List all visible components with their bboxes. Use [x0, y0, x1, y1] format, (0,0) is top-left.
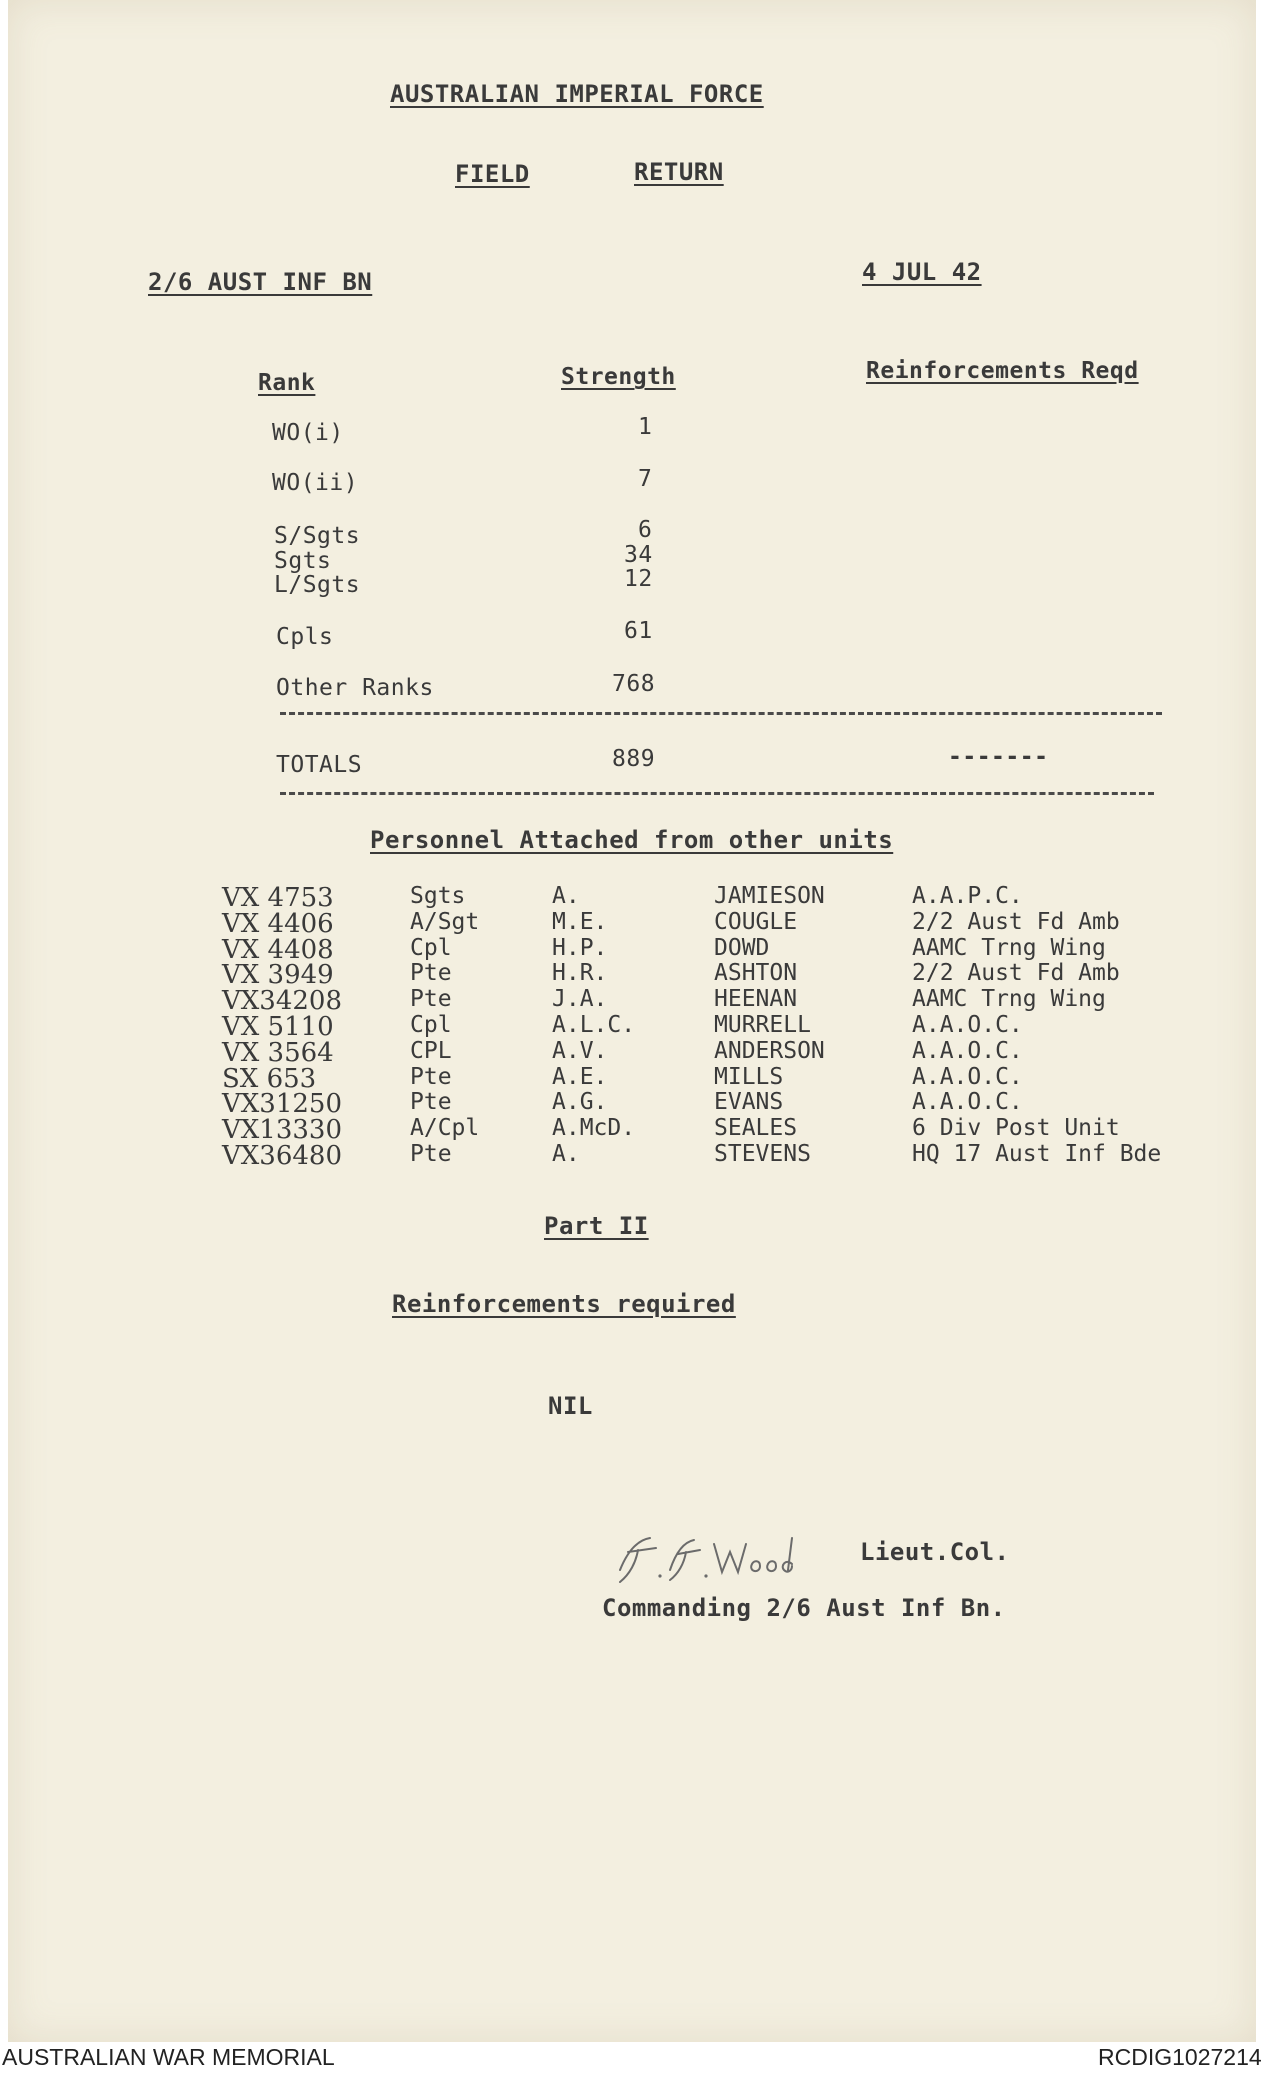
service-number: VX 5110 [222, 1011, 334, 1042]
document-title: AUSTRALIAN IMPERIAL FORCE [390, 80, 764, 108]
strength-cell: 1 [638, 414, 653, 440]
personnel-rank: Cpl [410, 1011, 452, 1038]
personnel-unit: HQ 17 Aust Inf Bde [912, 1140, 1162, 1167]
personnel-unit: AAMC Trng Wing [912, 934, 1106, 961]
strength-cell: 12 [624, 566, 653, 592]
list-item [222, 1089, 1222, 1120]
personnel-surname: JAMIESON [714, 883, 825, 909]
rank-cell: L/Sgts [274, 572, 361, 598]
service-number: VX13330 [222, 1115, 342, 1146]
service-number: VX 4406 [222, 908, 334, 939]
personnel-rank: Pte [410, 960, 452, 987]
personnel-initials: A. [552, 1140, 580, 1167]
list-item [222, 934, 1222, 965]
personnel-unit: A.A.O.C. [912, 1063, 1023, 1090]
list-item [222, 1011, 1222, 1042]
personnel-surname: MILLS [714, 1063, 784, 1090]
list-item [222, 908, 1222, 939]
rank-cell: S/Sgts [274, 523, 361, 549]
totals-label: TOTALS [276, 752, 363, 778]
service-number: VX 4753 [222, 883, 334, 913]
strength-cell: 6 [638, 517, 653, 543]
list-item [222, 883, 1222, 913]
personnel-initials: J.A. [552, 986, 608, 1013]
personnel-unit: A.A.O.C. [912, 1037, 1023, 1064]
rank-cell: WO(ii) [272, 470, 359, 496]
strength-cell: 7 [638, 466, 653, 492]
personnel-surname: ASHTON [714, 960, 798, 987]
personnel-unit: A.A.O.C. [912, 1089, 1023, 1116]
personnel-unit: 2/2 Aust Fd Amb [912, 908, 1120, 935]
personnel-initials: M.E. [552, 908, 608, 935]
totals-reinforcements: ------- [948, 744, 1049, 770]
list-item [222, 1140, 1222, 1171]
personnel-initials: A.L.C. [552, 1011, 636, 1038]
list-item [222, 1037, 1222, 1068]
totals-strength: 889 [612, 746, 656, 772]
archive-reference: RCDIG1027214 [1098, 2044, 1262, 2070]
personnel-rank: Pte [410, 1140, 452, 1167]
service-number: SX 653 [222, 1063, 317, 1094]
personnel-unit: 6 Div Post Unit [912, 1115, 1120, 1142]
personnel-rank: Pte [410, 1089, 452, 1116]
reinforcements-header: Reinforcements Reqd [866, 358, 1139, 384]
personnel-surname: DOWD [714, 934, 770, 961]
personnel-initials: H.R. [552, 960, 608, 987]
service-number: VX36480 [222, 1140, 342, 1171]
list-item [222, 960, 1222, 991]
rank-cell: Other Ranks [276, 675, 434, 701]
list-item [222, 1063, 1222, 1094]
personnel-rank: CPL [410, 1037, 452, 1064]
personnel-unit: A.A.O.C. [912, 1011, 1023, 1038]
rank-cell: WO(i) [272, 420, 344, 446]
signature-block [608, 1530, 808, 1594]
document-date: 4 JUL 42 [862, 258, 982, 286]
service-number: VX 3564 [222, 1037, 334, 1068]
return-heading: RETURN [634, 158, 724, 186]
list-item [222, 986, 1222, 1017]
personnel-list [222, 883, 1222, 1171]
personnel-unit: 2/2 Aust Fd Amb [912, 960, 1120, 987]
personnel-unit: A.A.P.C. [912, 883, 1023, 909]
rank-header: Rank [258, 370, 316, 396]
table-divider [280, 712, 1162, 715]
service-number: VX34208 [222, 986, 342, 1017]
personnel-surname: STEVENS [714, 1140, 811, 1167]
strength-cell: 768 [612, 671, 656, 697]
personnel-surname: HEENAN [714, 986, 798, 1013]
list-item [222, 1115, 1222, 1146]
document-page [8, 0, 1256, 2042]
personnel-surname: ANDERSON [714, 1037, 825, 1064]
handwritten-signature [608, 1530, 808, 1590]
personnel-initials: A.G. [552, 1089, 608, 1116]
strength-header: Strength [561, 364, 676, 390]
personnel-surname: MURRELL [714, 1011, 811, 1038]
field-heading: FIELD [455, 160, 530, 188]
signature-rank: Lieut.Col. [860, 1538, 1010, 1566]
personnel-rank: A/Cpl [410, 1115, 480, 1142]
archive-credit: AUSTRALIAN WAR MEMORIAL [2, 2044, 335, 2070]
part2-subheading: Reinforcements required [392, 1290, 736, 1318]
part2-value: NIL [548, 1392, 593, 1420]
personnel-rank: Pte [410, 1063, 452, 1090]
personnel-surname: SEALES [714, 1115, 798, 1142]
part2-heading: Part II [544, 1212, 649, 1240]
personnel-rank: Cpl [410, 934, 452, 961]
unit-name: 2/6 AUST INF BN [148, 268, 373, 296]
personnel-rank: A/Sgt [410, 908, 480, 935]
table-divider [280, 792, 1154, 795]
rank-cell: Sgts [274, 548, 332, 574]
personnel-rank: Sgts [410, 883, 466, 909]
service-number: VX 3949 [222, 960, 334, 991]
personnel-initials: H.P. [552, 934, 608, 961]
personnel-initials: A.McD. [552, 1115, 636, 1142]
personnel-surname: EVANS [714, 1089, 784, 1116]
personnel-surname: COUGLE [714, 908, 798, 935]
service-number: VX31250 [222, 1089, 342, 1120]
service-number: VX 4408 [222, 934, 334, 965]
signature-title: Commanding 2/6 Aust Inf Bn. [602, 1594, 1006, 1622]
strength-cell: 34 [624, 542, 653, 568]
rank-cell: Cpls [276, 624, 334, 650]
personnel-initials: A.E. [552, 1063, 608, 1090]
strength-cell: 61 [624, 618, 653, 644]
personnel-unit: AAMC Trng Wing [912, 986, 1106, 1013]
personnel-heading: Personnel Attached from other units [370, 826, 894, 854]
personnel-initials: A. [552, 883, 580, 909]
personnel-initials: A.V. [552, 1037, 608, 1064]
personnel-rank: Pte [410, 986, 452, 1013]
